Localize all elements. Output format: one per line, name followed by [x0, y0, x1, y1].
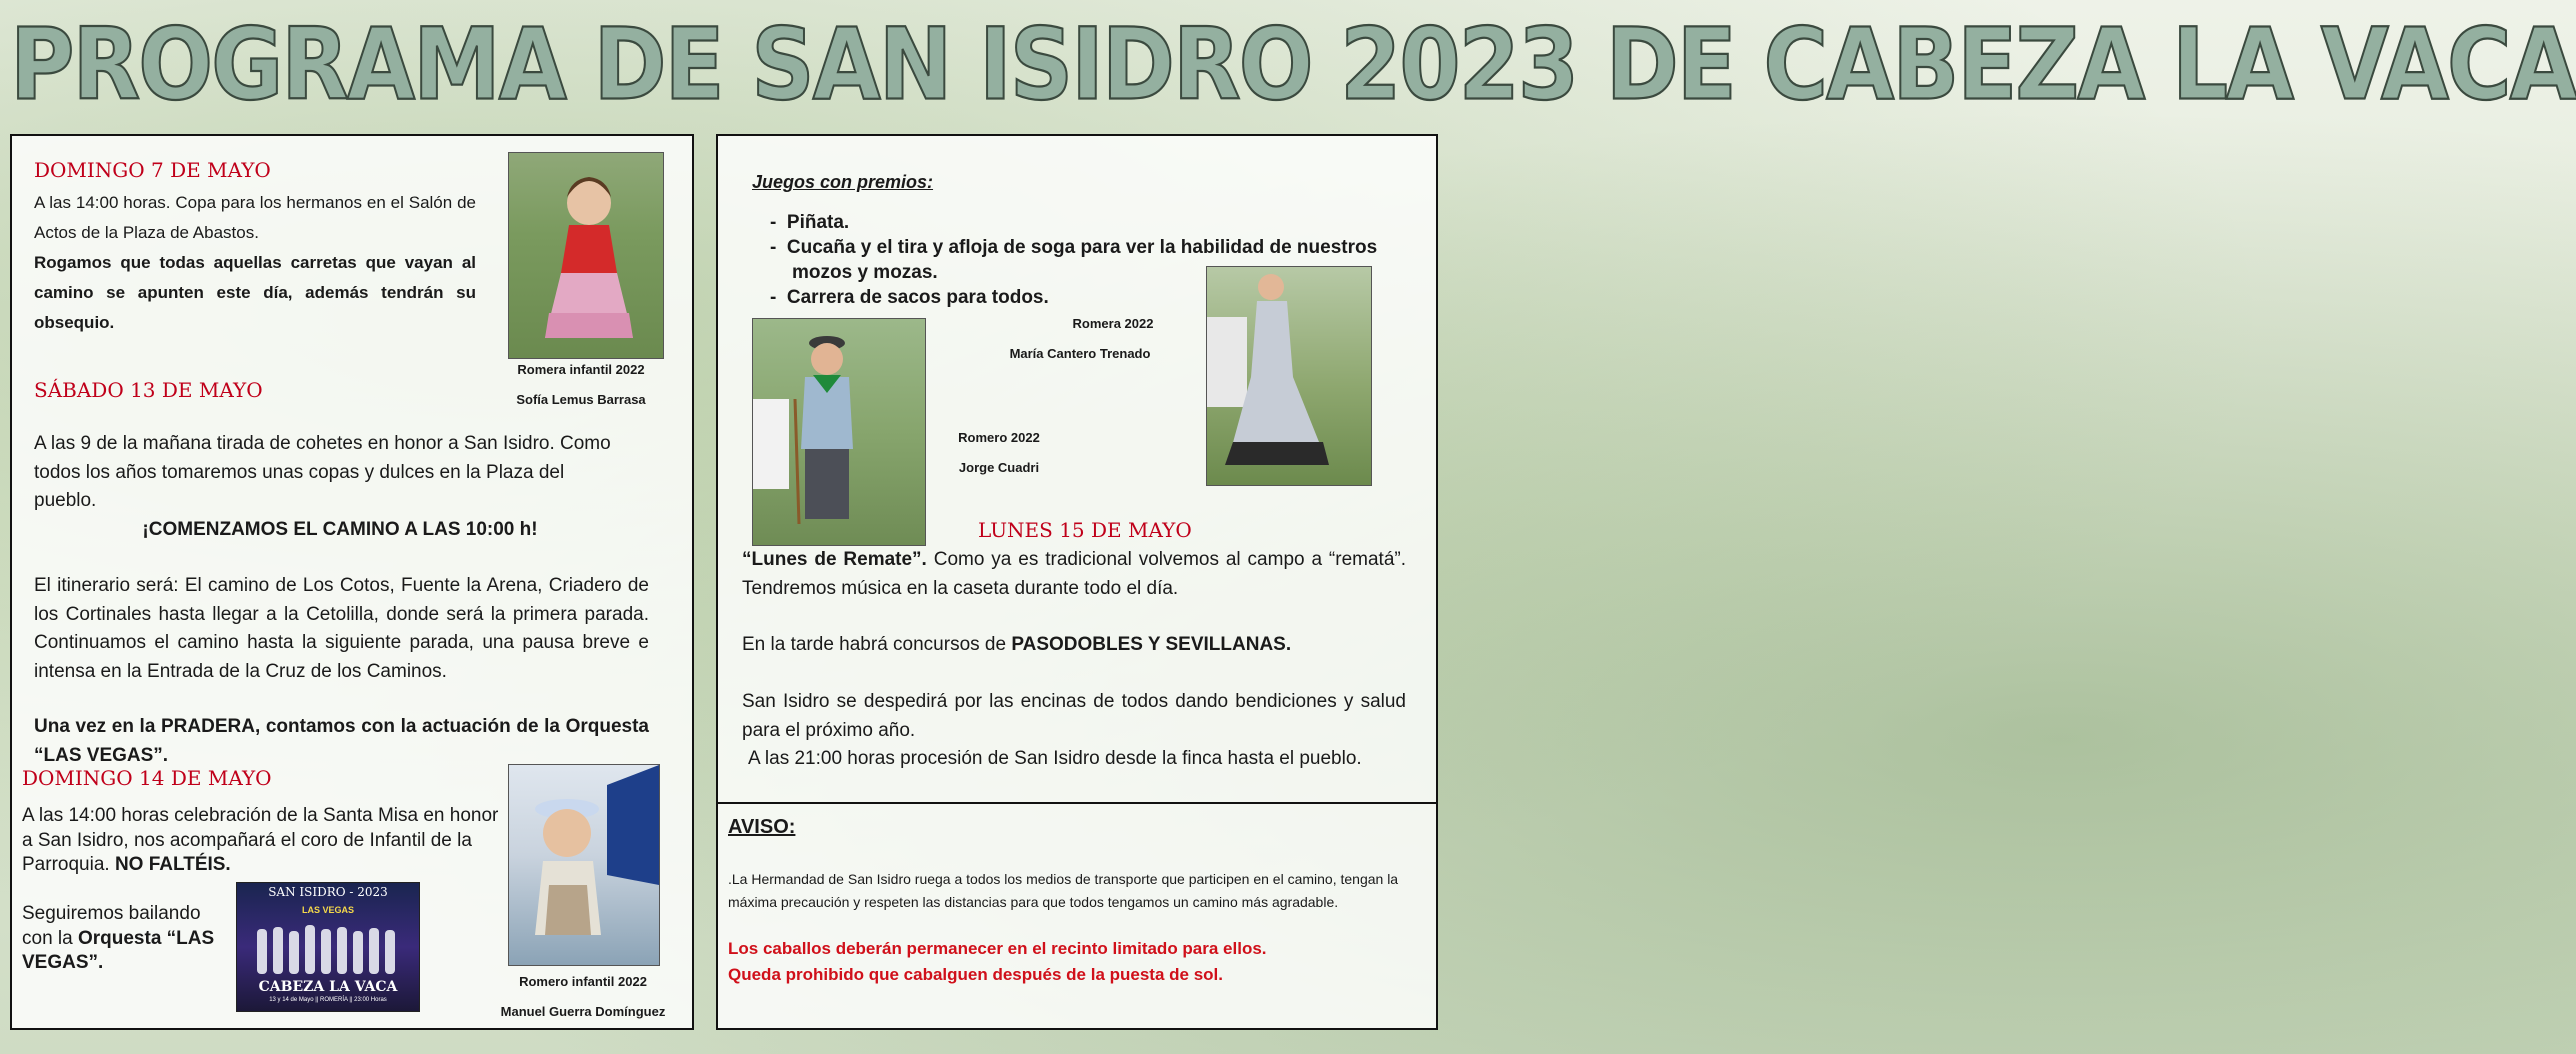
domingo-7-text: [34, 188, 476, 338]
domingo-14-p1-b: NO FALTÉIS.: [114, 854, 231, 875]
poster-top-text: SAN ISIDRO - 2023: [268, 885, 388, 899]
sabado-13-p3: El itinerario será: El camino de Los Cotos, Fuente la Arena, Criadero de los Cortinales hasta llegar a la Cetolilla, donde será la primera parada. Continuamos el camino hasta la siguiente parada, una pausa breve e intensa en la Entrada de la Cruz de los Caminos.: [34, 575, 649, 682]
games-item-sacos-label: Carrera de sacos para todos.: [786, 287, 1049, 308]
romero-caption-2: Jorge Cuadri: [958, 460, 1040, 475]
romera-infantil-photo: [508, 152, 664, 359]
romero-caption-1: Romero 2022: [958, 430, 1040, 445]
lunes-15-p2-a: En la tarde habrá concursos de: [742, 634, 1012, 655]
sabado-13-p4: [34, 713, 649, 770]
aviso-p2: Los caballos deberán permanecer en el recinto limitado para ellos.: [728, 939, 1267, 958]
domingo-14-p2: [22, 902, 232, 976]
lunes-15-p1-a: “Lunes de Remate”.: [742, 549, 927, 570]
lunes-15-p1-b: Como ya es tradicional volvemos al campo a “rematá”. Tendremos música en la caseta durante todo el día.: [742, 549, 1406, 599]
domingo-14-p2-a: Seguiremos bailando con la: [22, 903, 201, 949]
domingo-14-p2-b: Orquesta “LAS VEGAS”.: [22, 927, 215, 973]
man-figure-icon: [753, 319, 925, 545]
girl-figure-icon: [509, 153, 663, 358]
aviso-heading: AVISO:: [728, 816, 796, 838]
woman-figure-icon: [1207, 267, 1371, 485]
domingo-14-p1: [22, 804, 502, 878]
domingo-14-p1-a: A las 14:00 horas celebración de la Santa Misa en honor a San Isidro, nos acompañará el coro de Infantil de la Parroquia.: [22, 805, 499, 875]
photo3-caption-2: Manuel Guerra Domínguez: [500, 1004, 666, 1019]
sabado-13-p4-a: Una vez en la: [34, 716, 161, 737]
band-members-icon: [237, 919, 419, 979]
romero-infantil-photo: [508, 764, 660, 966]
romera-photo: [1206, 266, 1372, 486]
games-heading: Juegos con premios:: [752, 172, 934, 192]
domingo-7-heading: DOMINGO 7 DE MAYO: [34, 158, 271, 182]
games-item-cucana-label: Cucaña y el tira y afloja de soga para ver la habilidad de nuestros mozos y mozas.: [786, 237, 1378, 283]
domingo-14-heading: DOMINGO 14 DE MAYO: [22, 766, 272, 790]
romera-caption-2: María Cantero Trenado: [1009, 346, 1151, 361]
domingo-7-p2: Rogamos que todas aquellas carretas que vayan al camino se apunten este día, además tendrán su obsequio.: [34, 253, 476, 332]
lunes-15-p4: A las 21:00 horas procesión de San Isidro desde la finca hasta el pueblo.: [748, 748, 1362, 769]
baby-figure-icon: [509, 765, 659, 965]
sabado-13-p1: A las 9 de la mañana tirada de cohetes en honor a San Isidro. Como todos los años tomaremos unas copas y dulces en la Plaza del pueblo.: [34, 433, 611, 511]
sabado-13-p2: ¡COMENZAMOS EL CAMINO A LAS 10:00 h!: [142, 519, 538, 540]
romero-photo: [752, 318, 926, 546]
games-item-pinata: - Piñata.: [770, 212, 850, 233]
sabado-13-p4-c: , contamos con la actuación de la Orquesta “LAS VEGAS”.: [34, 716, 649, 766]
lunes-15-p1: [742, 546, 1406, 603]
photo1-caption-2: Sofía Lemus Barrasa: [516, 392, 646, 407]
games-item-pinata-label: Piñata.: [786, 212, 850, 233]
photo1-caption-1: Romera infantil 2022: [517, 362, 645, 377]
games-item-sacos: - Carrera de sacos para todos.: [770, 287, 1049, 308]
poster-footer-text: 13 y 14 de Mayo || ROMERÍA || 23:00 Horas: [269, 997, 387, 1003]
sabado-13-heading: SÁBADO 13 DE MAYO: [34, 378, 263, 402]
orquesta-poster: [236, 882, 420, 1012]
lunes-15-p2: [742, 631, 1406, 660]
games-item-cucana: - Cucaña y el tira y afloja de soga para ver la habilidad de nuestros mozos y mozas.: [770, 237, 1378, 283]
page-title: PROGRAMA DE SAN ISIDRO 2023 DE CABEZA LA VACA: [10, 6, 2576, 123]
aviso-p1: .La Hermandad de San Isidro ruega a todos los medios de transporte que participen en el camino, tengan la máxima precaución y respeten las distancias para que todos tengamos un camino más agradable.: [728, 871, 1399, 910]
right-panel: [716, 134, 1438, 804]
romera-caption-1: Romera 2022: [1072, 316, 1154, 331]
lunes-15-p2-b: PASODOBLES Y SEVILLANAS.: [1011, 634, 1292, 655]
left-panel: [10, 134, 694, 1030]
sabado-13-p4-b: PRADERA: [161, 716, 255, 737]
poster-band-text: LAS VEGAS: [301, 905, 354, 915]
photo3-caption-1: Romero infantil 2022: [519, 974, 647, 989]
aviso-panel: [716, 802, 1438, 1030]
poster-bottom-text: CABEZA LA VACA: [258, 979, 398, 995]
domingo-7-p1: A las 14:00 horas. Copa para los hermanos en el Salón de Actos de la Plaza de Abastos.: [34, 193, 476, 242]
lunes-15-p3: San Isidro se despedirá por las encinas de todos dando bendiciones y salud para el próximo año.: [742, 691, 1406, 741]
lunes-15-heading: LUNES 15 DE MAYO: [978, 518, 1192, 542]
aviso-p3: Queda prohibido que cabalguen después de la puesta de sol.: [728, 965, 1223, 984]
